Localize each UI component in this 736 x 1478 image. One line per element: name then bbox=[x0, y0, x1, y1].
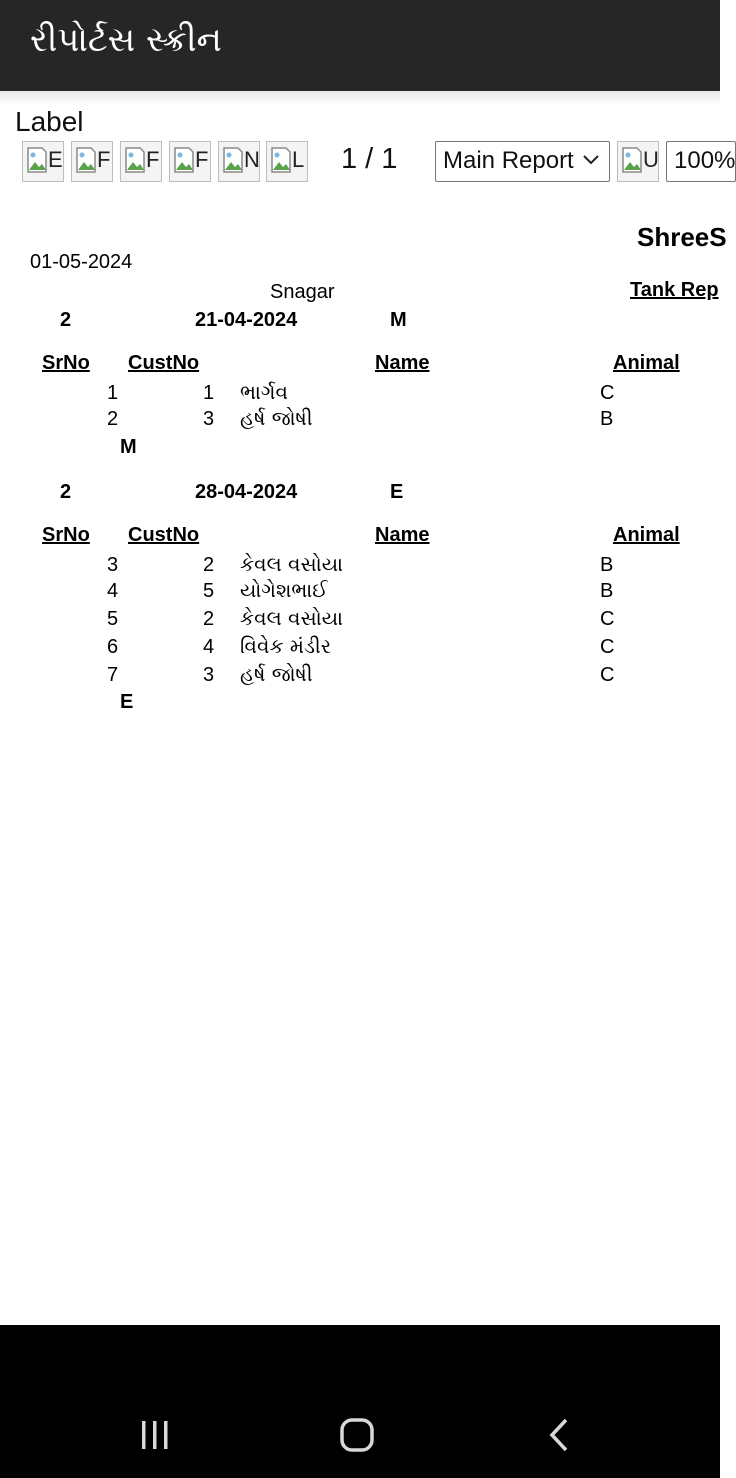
toolbar-button-prev[interactable] bbox=[71, 141, 113, 182]
cell-custno: 3 bbox=[203, 408, 215, 430]
toolbar-button-alt: F bbox=[97, 147, 111, 172]
cell-animal: C bbox=[600, 636, 615, 658]
report-date: 01-05-2024 bbox=[30, 251, 133, 273]
cell-animal: B bbox=[600, 580, 614, 602]
chevron-down-icon bbox=[582, 153, 600, 167]
app-title: રીપોર્ટસ સ્ક્રીન bbox=[30, 20, 222, 60]
export-button[interactable] bbox=[617, 141, 659, 182]
cell-name: કેવલ વસોયા bbox=[240, 552, 343, 576]
toolbar-button-alt: F bbox=[195, 147, 209, 172]
column-header-animal: Animal bbox=[613, 524, 680, 546]
toolbar-button-alt: F bbox=[146, 147, 160, 172]
column-header-custno: CustNo bbox=[128, 524, 200, 546]
cell-srno: 4 bbox=[107, 580, 119, 602]
cell-srno: 6 bbox=[107, 636, 119, 658]
cell-name: વિવેક મંડીર bbox=[240, 634, 332, 658]
cell-name: કેવલ વસોયા bbox=[240, 606, 343, 630]
cell-custno: 2 bbox=[203, 608, 215, 630]
cell-custno: 4 bbox=[203, 636, 215, 658]
broken-image-icon bbox=[124, 146, 146, 174]
cell-animal: C bbox=[600, 608, 615, 630]
broken-image-icon bbox=[26, 146, 48, 174]
column-header-animal: Animal bbox=[613, 352, 680, 374]
cell-srno: 2 bbox=[107, 408, 119, 430]
report-select[interactable] bbox=[435, 141, 610, 182]
cell-animal: C bbox=[600, 382, 615, 404]
cell-custno: 1 bbox=[203, 382, 215, 404]
report-label: Label bbox=[15, 106, 84, 137]
cell-srno: 5 bbox=[107, 608, 119, 630]
cell-custno: 3 bbox=[203, 664, 215, 686]
column-header-custno: CustNo bbox=[128, 352, 200, 374]
cell-srno: 7 bbox=[107, 664, 119, 686]
back-icon[interactable] bbox=[534, 1410, 584, 1460]
column-header-srno: SrNo bbox=[42, 352, 90, 374]
toolbar-button-alt: E bbox=[48, 147, 63, 172]
column-header-srno: SrNo bbox=[42, 524, 90, 546]
cell-custno: 5 bbox=[203, 580, 215, 602]
app-bar-shadow bbox=[0, 91, 720, 105]
cell-animal: B bbox=[600, 408, 614, 430]
home-icon[interactable] bbox=[332, 1410, 382, 1460]
column-header-name: Name bbox=[375, 352, 430, 374]
cell-name: યોગેશભાઈ bbox=[240, 578, 328, 602]
toolbar-button-refresh[interactable] bbox=[169, 141, 211, 182]
cell-name: હર્ષ જોષી bbox=[240, 406, 313, 430]
group-count: 2 bbox=[60, 309, 72, 331]
group-date: 21-04-2024 bbox=[195, 309, 298, 331]
broken-image-icon bbox=[173, 146, 195, 174]
toolbar-button-last[interactable] bbox=[266, 141, 308, 182]
zoom-select[interactable] bbox=[666, 141, 736, 182]
toolbar-button-alt: N bbox=[244, 147, 260, 172]
group-date: 28-04-2024 bbox=[195, 481, 298, 503]
column-header-name: Name bbox=[375, 524, 430, 546]
broken-image-icon bbox=[621, 146, 643, 174]
cell-animal: B bbox=[600, 554, 614, 576]
toolbar-button-next[interactable] bbox=[218, 141, 260, 182]
toolbar-button-print[interactable] bbox=[120, 141, 162, 182]
toolbar-button-alt: L bbox=[292, 147, 305, 172]
cell-name: ભાર્ગવ bbox=[240, 380, 288, 404]
company-name: ShreeS bbox=[637, 222, 727, 252]
group-shift: E bbox=[390, 481, 404, 503]
group-shift: M bbox=[390, 309, 407, 331]
page-indicator: 1 / 1 bbox=[341, 143, 398, 175]
report-title: Tank Rep bbox=[630, 279, 719, 301]
recent-apps-icon[interactable] bbox=[130, 1410, 180, 1460]
group-count: 2 bbox=[60, 481, 72, 503]
cell-srno: 3 bbox=[107, 554, 119, 576]
broken-image-icon bbox=[270, 146, 292, 174]
group-footer-shift: E bbox=[120, 691, 134, 713]
report-city: Snagar bbox=[270, 281, 335, 303]
cell-animal: C bbox=[600, 664, 615, 686]
toolbar-button-alt: U bbox=[643, 147, 659, 172]
cell-custno: 2 bbox=[203, 554, 215, 576]
group-footer-shift: M bbox=[120, 436, 137, 458]
cell-srno: 1 bbox=[107, 382, 119, 404]
cell-name: હર્ષ જોષી bbox=[240, 662, 313, 686]
broken-image-icon bbox=[75, 146, 97, 174]
toolbar-button-first[interactable] bbox=[22, 141, 64, 182]
broken-image-icon bbox=[222, 146, 244, 174]
app-bar bbox=[0, 0, 720, 91]
zoom-value: 100% bbox=[674, 147, 736, 174]
report-select-value: Main Report bbox=[443, 147, 574, 174]
